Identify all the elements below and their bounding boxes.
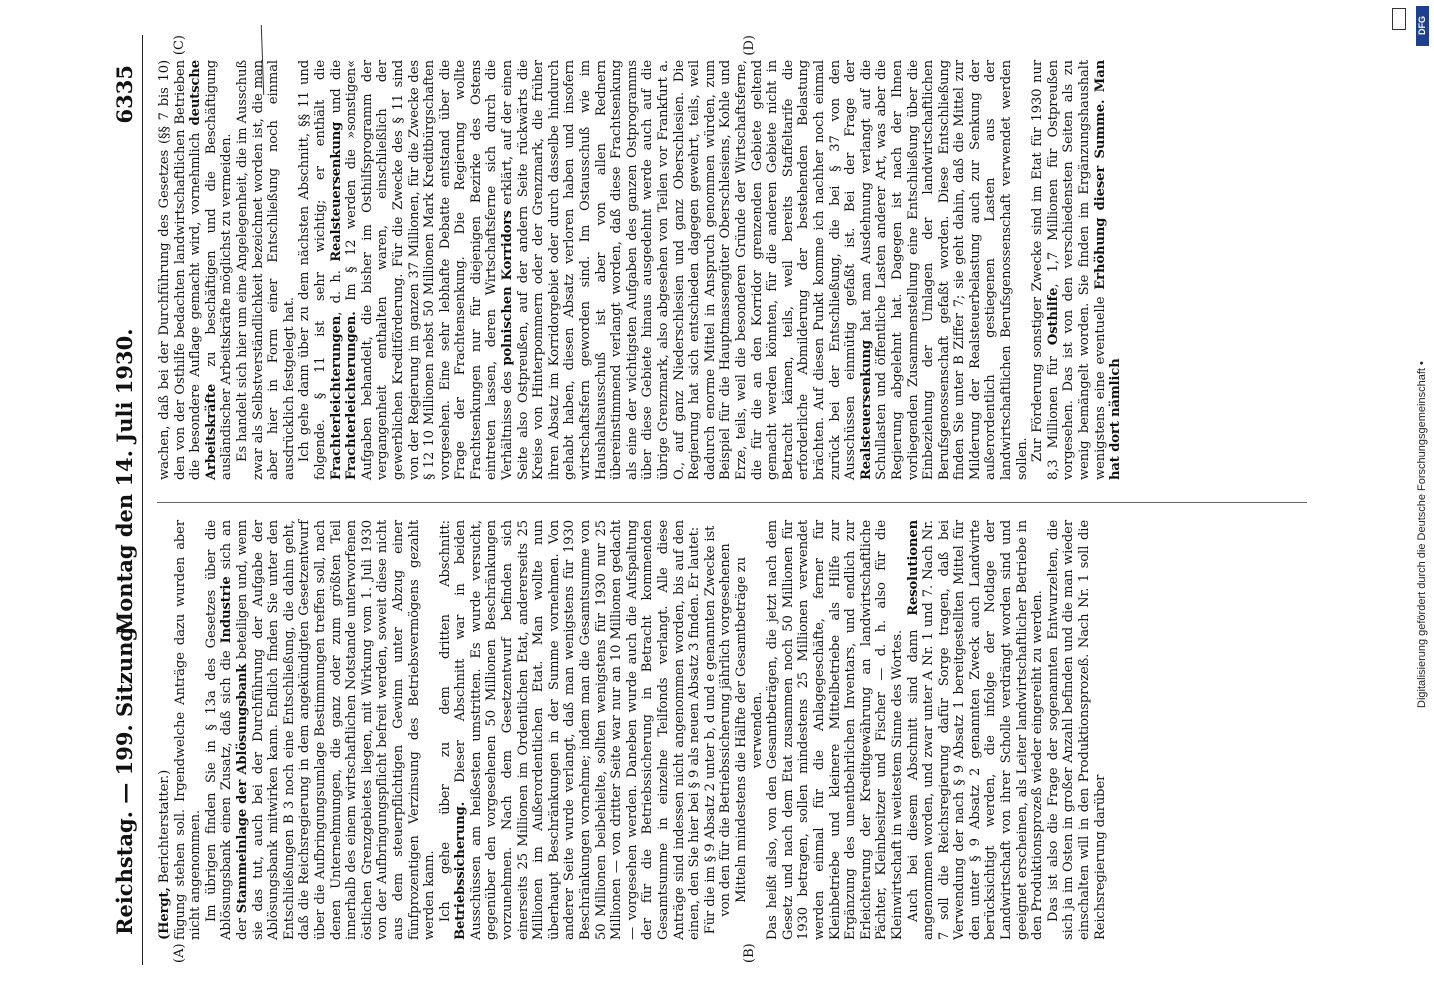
left-column-paragraph: (Hergt, Berichterstatter.) — [157, 769, 172, 940]
left-column-paragraph: fügung stehen soll. Irgendwelche Anträge dazu wurden aber nicht angenommen. — [172, 520, 204, 940]
header-date: Montag den 14. Juli 1930. — [112, 328, 137, 635]
corner-box — [1392, 8, 1406, 30]
right-column-paragraph: wachen, daß bei der Durchführung des Gesetzes (§§ 7 bis 10) den von der Osthilfe bedachten landwirtschaftlichen Betrieben die besondere Auflage gemacht wird, vornehmlich deutsche Arbeitskräfte zu beschäftigen und die Beschäftigung ausländischer Arbeitskräfte möglichst zu vermeiden. — [157, 60, 235, 480]
header-session: Reichstag. — 199. Sitzung. — [112, 619, 137, 935]
right-column-paragraph: Ich gehe dann über zu dem nächsten Abschnitt, §§ 11 und folgende. § 11 ist sehr wichtig; er enthält die Frachterleichterungen, d. h. Realsteuersenkung und die Frachterleichterungen. Im § 12 werden die »sonstigen« Aufgaben behandelt, die bisher im Osthilfsprogramm der vergangenheit enthalten waren, einschließlich der gewerblichen Kreditförderung. Für die Zwecke des § 11 sind von der Regierung im ganzen 37 Millionen, für die Zwecke des § 12 10 Millionen nebst 50 Millionen Mark Kreditbürgschaften vorgesehen. Eine sehr lebhafte Debatte entstand über die Frage der Frachtensenkung. Die Regierung wollte Frachtsenkungen nur für diejenigen Bezirke des Ostens eintreten lassen, deren Wirtschaftsferne sich durch die Verhältnisse des polnischen Korridors erklärt, auf der einen Seite also Ostpreußen, auf der andern Seite rückwärts die Kreise von Hinterpommern oder der Grenzmark, die früher ihren Absatz im Korridorgebiet oder durch dasselbe hindurch gehabt haben, diesen Absatz verloren haben und insofern wirtschaftsfern geworden sind. Im Ostausschuß wie im Haushaltsausschuß ist aber von allen Rednern übereinstimmend verlangt worden, daß diese Frachtsenkung als eine der wichtigsten Aufgaben des ganzen Ostprogramms über diese Gebiete hinaus ausgedehnt werde auch auf die übrige Grenzmark, also abgesehen von Teilen vor Frankfurt a. O., auf ganz Niederschlesien und ganz Oberschlesien. Die Regierung hat sich entschieden dagegen gewehrt, teils, weil dadurch enorme Mittel in Anspruch genommen würden, zum Beispiel für die Hauptmassengüter Oberschlesiens, Kohle und Erze, teils, weil die besonderen Gründe der Wirtschaftsferne, die für die an den Korridor grenzenden Gebiete geltend gemacht werden könnten, für die anderen Gebiete nicht in Betracht kämen, teils, weil bereits Staffeltarife die erforderliche Abmilderung der bestehenden Belastung brächten. Auf diesen Punkt komme ich nachher noch einmal zurück bei der Entschließung, die bei § 37 von den Ausschüssen einmütig gefaßt ist. Bei der Frage der Realsteuersenkung hat man Ausdehnung verlangt auf die Schullasten und öffentliche Lasten anderer Art, was aber die Regierung abgelehnt hat. Dagegen ist nach der Ihnen vorliegenden Zusammenstellung eine Entschließung über die Einbeziehung der Umlagen der landwirtschaftlichen Berufsgenossenschaft gefaßt worden. Diese Entschließung finden Sie unter B Ziffer 7; sie geht dahin, daß die Mittel zur Milderung der Realsteuerbelastung auch zur Senkung der außerordentlich gestiegenen Lasten aus der landwirtschaftlichen Berufsgenossenschaft verwendet werden sollen. — [297, 60, 1030, 480]
dfg-logo: DFG — [1416, 6, 1429, 46]
document-page — [102, 35, 1332, 965]
right-text-column — [157, 60, 1124, 480]
digitization-note: Digitalisierung gefördert durch die Deutsche Forschungsgemeinschaft • — [1416, 361, 1428, 708]
left-text-column — [157, 520, 1108, 940]
left-column-paragraph: Auch bei diesem Abschnitt sind dann Resolutionen angenommen worden, und zwar unter A Nr. 1 und 7. Nach Nr. 7 soll die Reichsregierung dafür Sorge tragen, daß bei Verwendung der nach § 9 Absatz 1 bereitgestellten Mittel für den unter § 9 Absatz 2 genannten Zweck auch Landwirte berücksichtigt werden, die infolge der Notlage der Landwirtschaft von ihrer Scholle verdrängt worden sind und geeignet erscheinen, als Leiter landwirtschaftlicher Betriebe in den Produktionsprozeß wieder eingereiht zu werden. — [905, 520, 1046, 940]
left-column-paragraph: Das ist also die Frage der sogenannten Entwurzelten, die sich ja im Osten in großer Anzahl befinden und die man wieder einschalten will in den Produktionsprozeß. Nach Nr. 1 soll die Reichsregierung darüber — [1045, 520, 1108, 940]
right-column-paragraph: Es handelt sich hier um eine Angelegenheit, die im Ausschuß zwar als Selbstverständlichkeit bezeichnet worden ist, die man aber hier in Form einer Entschließung noch einmal ausdrücklich festgelegt hat. — [234, 60, 297, 480]
page-number: 6335 — [112, 65, 137, 124]
margin-mark-b: (B) — [742, 943, 757, 963]
right-column-paragraph: Zur Förderung sonstiger Zwecke sind im Etat für 1930 nur 8,3 Millionen für Osthilfe, 1,7 Millionen für Ostpreußen vorgesehen. Das ist von den verschiedensten Seiten als zu wenig bemängelt worden. Sie finden im Ergänzungshaushalt wenigstens eine eventuelle Erhöhung dieser Summe. Man hat dort nämlich — [1030, 60, 1124, 480]
page-header — [102, 35, 143, 965]
left-column-paragraph: Das heißt also, von den Gesamtbeträgen, die jetzt nach dem Gesetz und nach dem Etat zusammen noch 50 Millionen für 1930 betragen, sollen mindestens 25 Millionen verwendet werden einmal für die Anlagegeschäfte, ferner für Kleinbetriebe und kleinere Mittelbetriebe als Hilfe zur Ergänzung des unentbehrlichen Inventars, und endlich zur Erleichterung der Kreditgewährung an landwirtschaftliche Pächter, Kleinbesitzer und Fischer — d. h. also für die Kleinwirtschaft in weitestem Sinne des Wortes. — [765, 520, 905, 940]
margin-mark-a: (A) — [172, 943, 187, 963]
column-divider — [157, 502, 1307, 503]
margin-mark-d: (D) — [742, 35, 757, 56]
margin-mark-c: (C) — [172, 35, 187, 56]
left-column-paragraph: Im übrigen finden Sie in § 13a des Gesetzes über die Ablösungsbank einen Zusatz, daß sich die Industrie sich an der Stammeinlage der Ablösungsbank beteiligen und, wenn sie das tut, auch bei der Durchführung der Aufgabe der Ablösungsbank mitwirken kann. Endlich finden Sie unter den Entschließungen B 3 noch eine Entschließung, die dahin geht, daß die Reichsregierung in dem angekündigten Gesetzentwurf über die Aufbringungsumlage Bestimmungen treffen soll, nach denen Unternehmungen, die ganz oder zum größten Teil innerhalb des einem wirtschaftlichen Notstande unterworfenen östlichen Grenzgebietes liegen, mit Wirkung vom 1. Juli 1930 von der Aufbringungspflicht befreit werden, soweit diese nicht aus dem steuerpflichtigen Gewinn unter Abzug einer fünfprozentigen Verzinsung des Betriebsvermögens gezahlt werden kann. — [203, 520, 438, 940]
left-column-paragraph: Ich gehe über zu dem dritten Abschnitt: Betriebssicherung. Dieser Abschnitt war in beiden Ausschüssen am heißesten umstritten. Es wurde versucht, gegenüber den vorgesehenen 50 Millionen Beschränkungen vorzunehmen. Nach dem Gesetzentwurf befinden sich einerseits 25 Millionen im Ordentlichen Etat, andererseits 25 Millionen im Außerordentlichen Etat. Man wollte nun überhaupt Beschränkungen in der Summe vornehmen. Von anderer Seite wurde verlangt, daß man wenigstens für 1930 Beschränkungen vornehme; indem man die Gesamtsumme von 50 Millionen beibehielte, sollten wenigstens für 1930 nur 25 Millionen — von dritter Seite war nur an 10 Millionen gedacht — vorgesehen werden. Daneben wurde auch die Aufspaltung der für die Betriebssicherung in Betracht kommenden Gesamtsumme in einzelne Teilfonds verlangt. Alle diese Anträge sind indessen nicht angenommen worden, bis auf den einen, den Sie hier bei § 9 als neuen Absatz 3 finden. Er lautet: — [437, 520, 703, 940]
left-column-paragraph: Für die im § 9 Absatz 2 unter b, d und e genannten Zwecke ist von den für die Betriebssicherung jährlich vorgesehenen Mitteln mindestens die Hälfte der Gesamtbeträge zu verwenden. — [702, 525, 765, 935]
